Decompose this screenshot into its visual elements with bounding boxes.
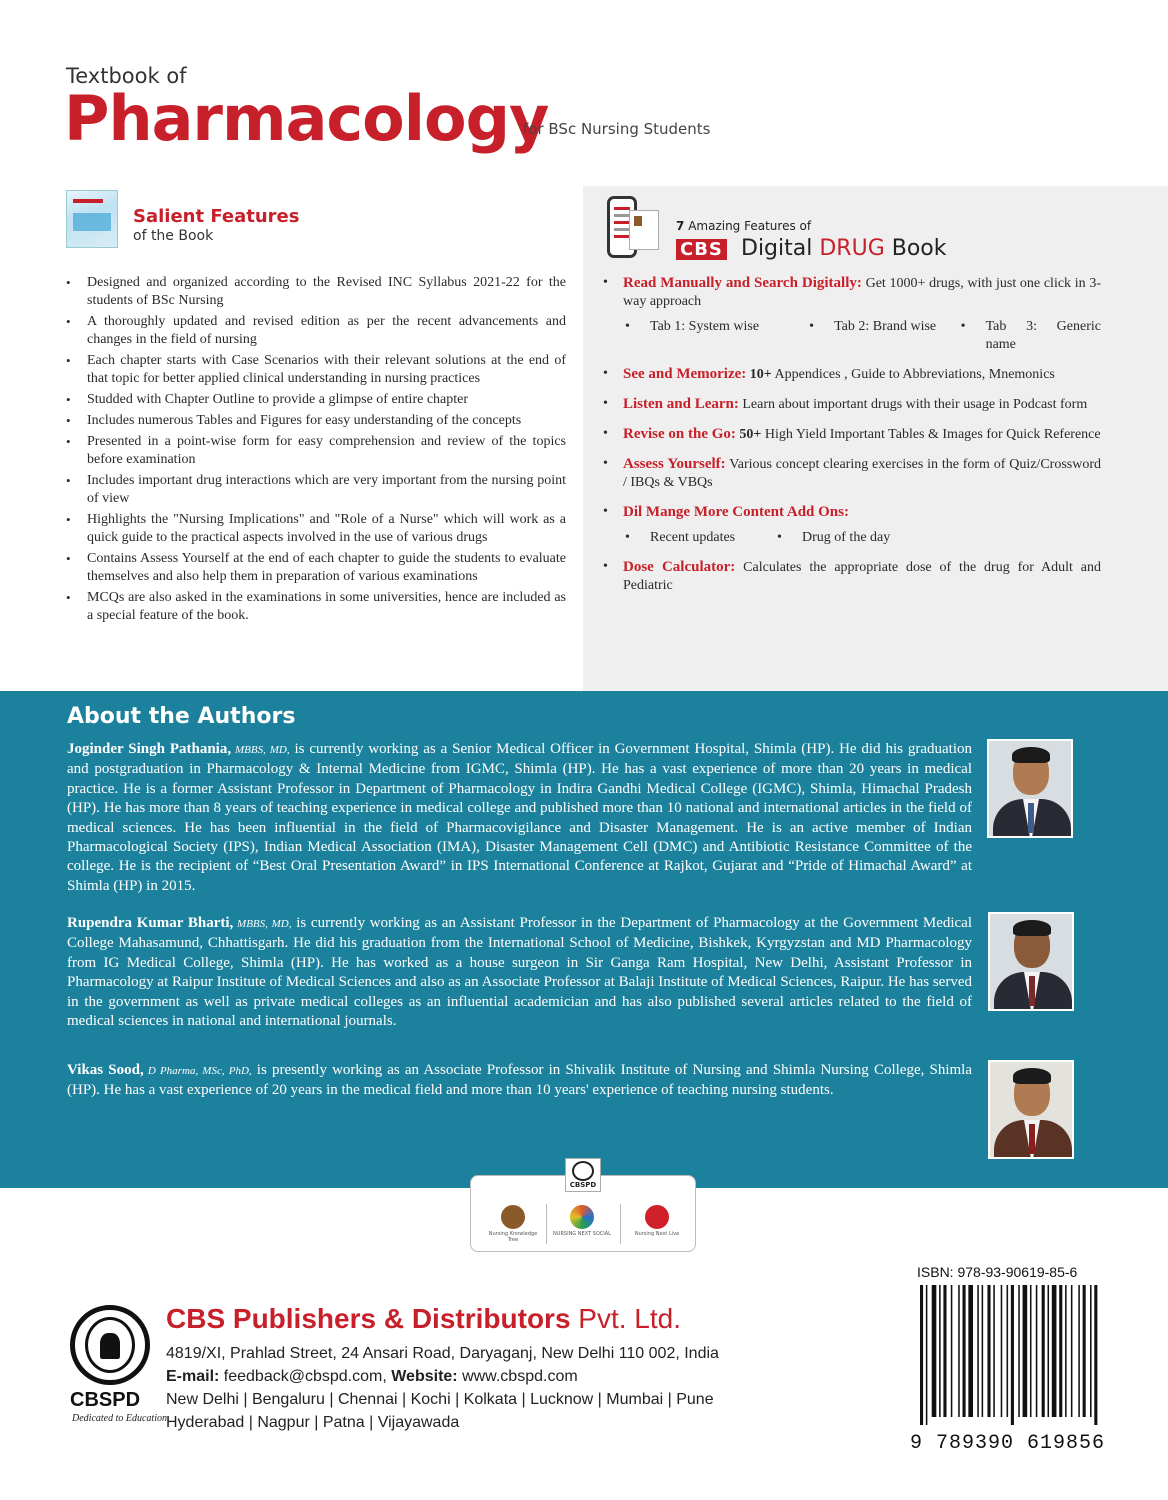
publisher-tagline: Dedicated to Education	[72, 1413, 167, 1424]
list-item: • Assess Yourself: Various concept clearing exercises in the form of Quiz/Crossword / IBQs & VBQs	[601, 455, 1101, 492]
barcode-bar	[1065, 1285, 1067, 1417]
barcode-bar	[926, 1285, 928, 1425]
app-card-icon	[629, 210, 659, 250]
author-bio: Joginder Singh Pathania, MBBS, MD, is currently working as a Senior Medical Officer in Government Hospital, Shimla (HP). He did his graduation and postgraduation in Pharmacology & Internal Medicine from IGMC, Shimla (HP). He has a vast experience of more than 20 years in medical practice. He is a former Assistant Professor in Department of Pharmacology in Indira Gandhi Medical College (IGMC), Shimla, Himachal Pradesh (HP). He has more than 8 years of teaching experience in medical college and published more than 10 national and international articles in the field of medical sciences. He has been influential in the field of Pharmacovigilance and Disaster Management. He is an active member of Indian Pharmacological Society (IPS), Indian Medical Association (IMA), Disaster Management Cell (DMC) and Antibiotic Resistance Committee of the college. He is the recipient of “Best Oral Presentation Award” in IPS International Conference at Rajkot, Gujarat and “Pride of Himachal Award” at Shimla (HP) in 2015.	[67, 741, 972, 894]
list-item: • Read Manually and Search Digitally: Get 1000+ drugs, with just one click in 3-way approach • Tab 1: System wise • Tab 2: Brand wise • Tab 3: Generic name	[601, 274, 1101, 354]
cbspd-logo	[67, 1305, 153, 1385]
list-item: • MCQs are also asked in the examinations in some universities, hence are included as a special feature of the book.	[64, 589, 566, 625]
barcode-bar	[1048, 1285, 1050, 1417]
barcode-bar	[1083, 1285, 1086, 1417]
list-item: • Contains Assess Yourself at the end of each chapter to guide the students to evaluate themselves and also help them in preparation of various examinations	[64, 550, 566, 586]
barcode-bar	[943, 1285, 946, 1417]
list-item: • Includes important drug interactions which are very important from the nursing point of view	[64, 472, 566, 508]
author-photo	[988, 912, 1074, 1011]
list-item: • Dose Calculator: Calculates the appropriate dose of the drug for Adult and Pediatric	[601, 558, 1101, 595]
barcode-bar	[1018, 1285, 1020, 1417]
cbspd-small-logo: CBSPD	[565, 1158, 601, 1192]
nursing-next-social-logo: NURSING NEXT SOCIAL	[552, 1205, 612, 1245]
cbspd-logo-text: CBSPD	[70, 1389, 141, 1411]
book-audience: for BSc Nursing Students	[523, 120, 711, 138]
list-item: • Revise on the Go: 50+ High Yield Important Tables & Images for Quick Reference	[601, 425, 1101, 444]
barcode-bar	[1042, 1285, 1045, 1417]
add-on-options: • Recent updates • Drug of the day	[623, 529, 1101, 547]
barcode-bar	[1023, 1285, 1028, 1417]
barcode-bar	[1059, 1285, 1062, 1417]
authors-title: About the Authors	[67, 704, 296, 729]
publisher-address: 4819/XI, Prahlad Street, 24 Ansari Road, Daryaganj, New Delhi 110 002, India	[166, 1345, 719, 1362]
barcode	[918, 1285, 1106, 1425]
cbs-logo: CBS	[676, 239, 727, 260]
barcode-bar	[939, 1285, 941, 1417]
barcode-bar	[987, 1285, 990, 1417]
barcode-bar	[951, 1285, 953, 1417]
list-item: • Each chapter starts with Case Scenarios with their relevant solutions at the end of that topic for better applied clinical understanding in nursing practices	[64, 352, 566, 388]
digital-drug-book-title: Digital DRUG Book	[741, 236, 947, 261]
barcode-bar	[1036, 1285, 1038, 1417]
salient-features-subtitle: of the Book	[133, 228, 214, 244]
author-bio: Rupendra Kumar Bharti, MBBS, MD, is currently working as an Assistant Professor in the Department of Pharmacology at the Government Medical College Mahasamund, Chhattisgarh. He did his graduation from the International School of Medicine, Bishkek, Kyrgyzstan and MD Pharmacology from IG Medical College, Shimla (HP). He has worked as a house surgeon in Sir Ganga Ram Hospital, New Delhi, Assistant Professor in Pharmacology at Raipur Institute of Medical Sciences and also as an Associate Professor at Balaji Institute of Medical Sciences, Raipur. He has served in the government as well as private medical colleges as an influential academician and has also published several articles related to the field of medical sciences in national and international journals.	[67, 915, 972, 1030]
nursing-next-live-logo: Nursing Next Live	[627, 1205, 687, 1245]
list-item: • Dil Mange More Content Add Ons: • Recent updates • Drug of the day	[601, 503, 1101, 547]
author-photo	[988, 1060, 1074, 1159]
divider	[620, 1204, 621, 1244]
barcode-bar	[1052, 1285, 1057, 1417]
publisher-contact: E-mail: feedback@cbspd.com, Website: www.cbspd.com	[166, 1368, 578, 1385]
barcode-bar	[1094, 1285, 1097, 1425]
divider	[546, 1204, 547, 1244]
publisher-cities: New Delhi | Bengaluru | Chennai | Kochi | Kolkata | Lucknow | Mumbai | Pune	[166, 1391, 714, 1408]
book-title: Pharmacology	[64, 82, 549, 155]
list-item: • Presented in a point-wise form for easy comprehension and review of the topics before examination	[64, 433, 566, 469]
list-item: • Studded with Chapter Outline to provide a glimpse of entire chapter	[64, 391, 566, 409]
digital-features-list	[601, 274, 1101, 606]
publisher-name: CBS Publishers & Distributors Pvt. Ltd.	[166, 1303, 682, 1334]
list-item: • Listen and Learn: Learn about important drugs with their usage in Podcast form	[601, 395, 1101, 414]
list-item: • A thoroughly updated and revised edition as per the recent advancements and changes in the field of nursing	[64, 313, 566, 349]
barcode-bar	[958, 1285, 960, 1417]
publisher-cities: Hyderabad | Nagpur | Patna | Vijayawada	[166, 1414, 460, 1431]
isbn-label: ISBN: 978-93-90619-85-6	[917, 1264, 1078, 1280]
list-item: • Highlights the "Nursing Implications" and "Role of a Nurse" which will work as a quick guide to the practical aspects involved in the use of various drugs	[64, 511, 566, 547]
tab-options: • Tab 1: System wise • Tab 2: Brand wise • Tab 3: Generic name	[623, 318, 1101, 354]
barcode-bar	[982, 1285, 984, 1417]
barcode-bar	[977, 1285, 979, 1417]
barcode-bar	[963, 1285, 966, 1417]
book-subtitle: Textbook of	[66, 64, 187, 88]
barcode-bar	[1007, 1285, 1009, 1417]
author-photo	[987, 739, 1073, 838]
barcode-bar	[1090, 1285, 1092, 1417]
isbn-digits: 9 789390 619856	[910, 1432, 1106, 1455]
author-bio: Vikas Sood, D Pharma, MSc, PhD, is presently working as an Associate Professor in Shivalik Institute of Nursing and Shimla Nursing College, Shimla (HP). He has a vast experience of 20 years in the medical field and more than 10 years' experience of teaching nursing students.	[67, 1062, 972, 1099]
barcode-bar	[968, 1285, 973, 1417]
list-item: • Designed and organized according to the Revised INC Syllabus 2021-22 for the students of BSc Nursing	[64, 274, 566, 310]
barcode-bar	[920, 1285, 923, 1425]
list-item: • See and Memorize: 10+ Appendices , Guide to Abbreviations, Mnemonics	[601, 365, 1101, 384]
nursing-knowledge-tree-logo: Nursing Knowledge Tree	[483, 1205, 543, 1245]
barcode-bar	[993, 1285, 995, 1417]
barcode-bar	[1078, 1285, 1080, 1417]
barcode-bar	[1001, 1285, 1003, 1417]
amazing-features-heading: 7 Amazing Features of	[676, 219, 812, 233]
salient-features-list	[64, 274, 566, 628]
barcode-bar	[932, 1285, 937, 1417]
book-cover-thumbnail	[66, 190, 118, 248]
list-item: • Includes numerous Tables and Figures for easy understanding of the concepts	[64, 412, 566, 430]
salient-features-title: Salient Features	[133, 206, 300, 227]
barcode-bar	[1071, 1285, 1073, 1417]
barcode-bar	[1030, 1285, 1032, 1417]
barcode-bar	[1011, 1285, 1014, 1425]
